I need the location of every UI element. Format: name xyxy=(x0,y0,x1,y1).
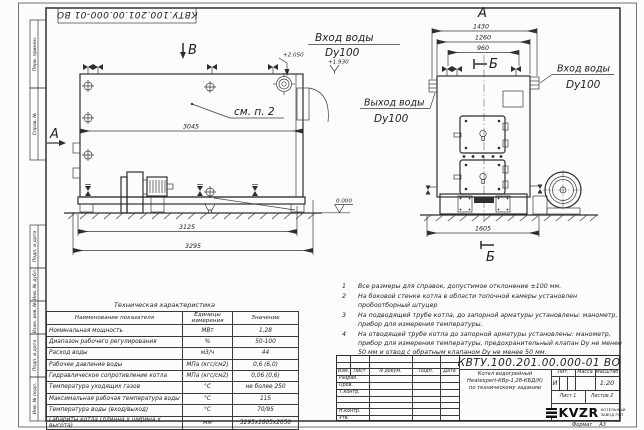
spec-cell: Максимальная рабочая температура воды xyxy=(47,393,183,404)
dim-1430-label: 1430 xyxy=(472,23,490,31)
crosshair-marks xyxy=(82,80,216,198)
format-label: Формат xyxy=(572,422,593,428)
side-bracket-2 xyxy=(73,168,80,178)
spec-cell: 70/95 xyxy=(233,405,299,416)
tb-description-line3: по техническому заданию xyxy=(468,385,542,391)
tb-description-line1: Котел водогрейный xyxy=(477,371,533,377)
front-outlet-text: Выход воды xyxy=(364,97,425,109)
note-3 xyxy=(342,311,622,329)
company-logo xyxy=(551,404,626,421)
spec-header-value: Значение xyxy=(233,312,299,325)
elev-2050-mark xyxy=(279,53,304,77)
ground-right xyxy=(420,215,598,221)
section-mark-b-bottom xyxy=(481,241,495,265)
frame-label-perv-primen: Перв. примен. xyxy=(33,36,38,72)
format-note xyxy=(572,422,634,428)
front-inlet-text: Вход воды xyxy=(557,63,611,75)
spec-row xyxy=(47,348,299,359)
spec-cell: Гидравлическое сопротивление котла xyxy=(47,370,183,381)
see-note-leader xyxy=(191,103,284,118)
spec-header-row xyxy=(47,312,299,325)
spec-header-units: Единицы измерения xyxy=(183,312,233,325)
spec-cell: мм xyxy=(183,416,233,429)
notes-list xyxy=(342,282,622,358)
spec-cell: 50-100 xyxy=(233,336,299,347)
tb-doc-number: КВТУ.100.201.00.000-01 ВО xyxy=(457,356,621,369)
tb-col-list: Лист xyxy=(353,368,366,374)
mid-bolt-row xyxy=(463,155,503,158)
section-letter-b-top: Б xyxy=(489,57,498,72)
side-top-valves xyxy=(83,64,278,74)
format-value: А3 xyxy=(599,422,606,428)
burner-assembly xyxy=(121,172,173,213)
frame-label-sprav: Справ. № xyxy=(33,112,38,136)
tb-col-izm: Изм. xyxy=(337,368,350,374)
elev-0000: 0.000 xyxy=(336,198,353,205)
front-outlet-dn: Dy100 xyxy=(374,113,409,125)
tb-lit-label: Лит. xyxy=(557,369,569,375)
side-inlet-label xyxy=(308,32,400,59)
view-letter-a: А xyxy=(50,127,59,142)
tb-description xyxy=(459,371,551,405)
inlet-flange xyxy=(273,73,295,95)
tb-mass-label: Масса xyxy=(577,369,593,375)
dim-3045-label: 3045 xyxy=(182,123,200,131)
kvzr-logo-caption xyxy=(601,408,626,417)
spec-header-name: Наименование показателя xyxy=(47,312,183,325)
spec-row xyxy=(47,336,299,347)
spec-cell: °С xyxy=(183,393,233,404)
tb-col-podp: Подп. xyxy=(418,368,434,374)
tb-role-prov: Пров. xyxy=(339,382,353,388)
spec-cell: Габариты котла (длинна х ширина х высота) xyxy=(47,416,183,429)
title-block xyxy=(336,355,626,421)
spec-row xyxy=(47,416,299,429)
note-text: На боковой стенке котла в области топочной камеры установлен пробоотборный штуцер xyxy=(358,293,578,309)
spec-cell: МВт xyxy=(183,325,233,336)
note-text: На отводящей трубе котла до запорной арматуры установлены: манометр, прибор для измерения температуры, предохранительный клапан Dу не менее 50 мм и отвод с обратным клапаном Dу не менее 50 мм. xyxy=(358,331,622,356)
front-left-flange xyxy=(429,80,437,92)
spec-table-title: Техническая характеристика xyxy=(113,301,216,309)
spec-row xyxy=(47,393,299,404)
tb-col-doc: N докум. xyxy=(379,368,402,374)
front-view-letter-a: А xyxy=(478,6,487,21)
kvzr-logo-text: KVZR xyxy=(558,404,599,420)
elev-2050: +2.050 xyxy=(283,52,304,59)
dim-1605-label: 1605 xyxy=(474,225,492,233)
see-note-label: см. п. 2 xyxy=(234,106,275,118)
tb-lit-value: И xyxy=(552,379,558,387)
top-stamp-number: КВТУ.100.201.00.000-01 ВО xyxy=(56,9,198,19)
note-text: Все размеры для справок, допустимое отклонение ±100 мм. xyxy=(358,283,562,290)
frame-label-podp-data-1: Подп. и дата xyxy=(33,230,38,263)
spec-cell: Расход воды xyxy=(47,348,183,359)
ground-left xyxy=(64,213,322,219)
side-hatch-door xyxy=(297,88,328,122)
upper-door xyxy=(454,116,508,153)
section-mark-b-top xyxy=(474,57,498,72)
spec-cell: Рабочее давление воды xyxy=(47,359,183,370)
front-outlet-label xyxy=(360,93,435,125)
tb-description-line2: Heatexpert-КВр-1,28-КБД(К) xyxy=(467,378,543,384)
tb-sheets-cell: Листов 2 xyxy=(590,393,614,399)
spec-table xyxy=(46,301,292,430)
dim-1260-label: 1260 xyxy=(474,34,492,42)
tb-role-nkontr: Н.контр. xyxy=(339,408,361,414)
note-text: На подводящей трубе котла, до запорной арматуры установлены: манометр, прибор для измерения температуры. xyxy=(358,312,618,328)
spec-cell: МПа (кгс/см2) xyxy=(183,370,233,381)
inlet-text: Вход воды xyxy=(315,32,374,44)
frame-label-inv-podl: Инв. № подл. xyxy=(33,382,38,415)
spec-cell: 115 xyxy=(233,393,299,404)
note-number: 3 xyxy=(342,312,347,319)
spec-row xyxy=(47,405,299,416)
note-1 xyxy=(342,282,622,291)
section-letter-b-bottom: Б xyxy=(486,250,495,265)
frame-margin-boxes xyxy=(30,20,46,421)
kvzr-logo-icon xyxy=(546,408,557,418)
tb-scale-label: Масштаб xyxy=(595,369,619,375)
dim-960-label: 960 xyxy=(476,45,490,52)
front-top-valves xyxy=(442,66,521,76)
note-number: 2 xyxy=(342,293,347,300)
frame-label-vzam-inv: Взам. инв. № xyxy=(33,301,38,334)
front-right-flange xyxy=(530,77,539,89)
logo-caption-line1: КОТЕЛЬНЫЙ xyxy=(600,406,626,412)
tb-role-utv: Утв. xyxy=(339,415,350,421)
zero-elevation-mark xyxy=(322,199,353,213)
skid-frame xyxy=(78,197,305,213)
section-mark-b xyxy=(180,43,197,59)
tb-sheet-cell: Лист 1 xyxy=(559,393,577,399)
note-number: 4 xyxy=(342,331,347,338)
tb-col-data: Дата xyxy=(443,368,456,374)
dim-3045 xyxy=(80,124,303,132)
dim-3295-label: 3295 xyxy=(184,243,202,250)
tb-scale-value: 1:20 xyxy=(599,379,615,387)
front-inlet-label xyxy=(540,64,614,92)
frame-label-inv-dubl: Инв. № дубл. xyxy=(33,268,38,301)
logo-caption-line2: ЗАВОД РЭП xyxy=(600,411,624,417)
dim-3125-label: 3125 xyxy=(178,224,196,231)
spec-cell: не более 250 xyxy=(233,382,299,393)
spec-row xyxy=(47,370,299,381)
top-stamp xyxy=(56,8,197,23)
spec-cell: 3295х1605х2050 xyxy=(233,416,299,429)
spec-cell: Температура уходящих газов xyxy=(47,382,183,393)
note-number: 1 xyxy=(342,283,347,290)
spec-cell: Номинальная мощность xyxy=(47,325,183,336)
spec-cell: % xyxy=(183,336,233,347)
spec-cell: 0,06 (0,6) xyxy=(233,370,299,381)
tb-role-razrab: Разраб. xyxy=(339,375,358,381)
view-mark-a-side xyxy=(47,127,66,146)
elev-1930-mark xyxy=(328,60,349,75)
frame-label-podp-data-2: Подп. и дата xyxy=(33,339,38,372)
spec-cell: Диапазон рабочего регулирования xyxy=(47,336,183,347)
spec-row xyxy=(47,325,299,336)
side-bracket-1 xyxy=(73,143,80,153)
spec-cell: 0,6 (6,0) xyxy=(233,359,299,370)
spec-cell: °С xyxy=(183,382,233,393)
elev-1930: +1.930 xyxy=(328,59,349,66)
spec-row xyxy=(47,359,299,370)
dim-960 xyxy=(448,45,519,66)
front-plate xyxy=(503,91,523,107)
spec-cell: 44 xyxy=(233,348,299,359)
lower-door xyxy=(454,160,508,194)
spec-cell: м3/ч xyxy=(183,348,233,359)
note-4 xyxy=(342,330,622,357)
side-view xyxy=(47,32,400,255)
spec-cell: °С xyxy=(183,405,233,416)
spec-cell: 1,28 xyxy=(233,325,299,336)
note-2 xyxy=(342,292,622,310)
side-drain-valves xyxy=(85,185,258,197)
spec-row xyxy=(47,382,299,393)
spec-cell: МПа (кгс/см2) xyxy=(183,359,233,370)
tb-role-tkontr: Т.контр. xyxy=(339,389,360,395)
front-inlet-dn: Dy100 xyxy=(566,79,601,91)
spec-cell: Температура воды (вход/выход) xyxy=(47,405,183,416)
inlet-dn: Dy100 xyxy=(325,47,360,59)
section-letter-b: В xyxy=(188,43,197,58)
dim-3125 xyxy=(78,206,297,236)
